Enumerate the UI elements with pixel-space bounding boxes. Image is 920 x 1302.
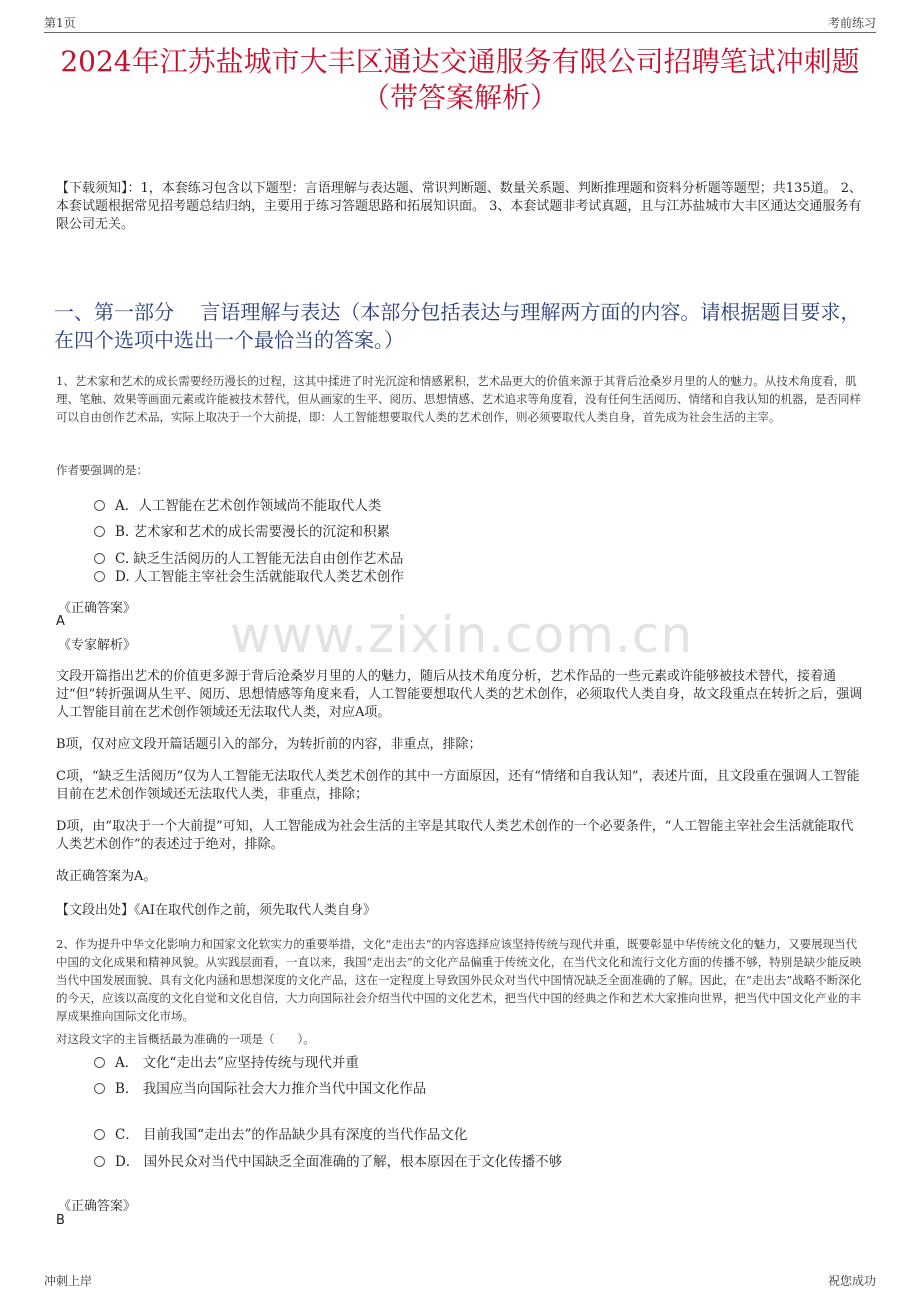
section-heading: 一、第一部分 言语理解与表达（本部分包括表达与理解两方面的内容。请根据题目要求，在四个选项中选出一个最恰当的答案。） bbox=[54, 300, 861, 352]
footer-left: 冲刺上岸 bbox=[44, 1274, 93, 1288]
question-1-prompt: 作者要强调的是： bbox=[56, 463, 148, 477]
question-2-prompt: 对这段文字的主旨概括最为准确的一项是（ ）。 bbox=[56, 1032, 315, 1046]
analysis-paragraph: B项，仅对应文段开篇话题引入的部分，为转折前的内容，非重点，排除； bbox=[56, 737, 482, 752]
question-1-option-a[interactable]: A．人工智能在艺术创作领域尚不能取代人类 bbox=[94, 497, 381, 515]
document-title: 2024年江苏盐城市大丰区通达交通服务有限公司招聘笔试冲刺题（带答案解析） bbox=[60, 45, 860, 114]
question-2-option-a[interactable]: A． 文化“走出去”应坚持传统与现代并重 bbox=[94, 1054, 359, 1072]
analysis-paragraph: D项，由“取决于一个大前提”可知，人工智能成为社会生活的主宰是其取代人类艺术创作的一个必要条件，“人工智能主宰社会生活就能取代人类艺术创作”的表述过于绝对，排除。 bbox=[56, 819, 854, 852]
radio-icon[interactable] bbox=[94, 500, 105, 511]
radio-icon[interactable] bbox=[94, 571, 105, 582]
radio-icon[interactable] bbox=[94, 1129, 105, 1140]
radio-icon[interactable] bbox=[94, 1156, 105, 1167]
question-2-option-c[interactable]: C． 目前我国“走出去”的作品缺少具有深度的当代作品文化 bbox=[94, 1126, 467, 1144]
question-1-answer: A bbox=[56, 614, 65, 629]
header-tag: 考前练习 bbox=[827, 16, 876, 30]
question-2-answer: B bbox=[56, 1213, 65, 1228]
question-2-option-b[interactable]: B． 我国应当向国际社会大力推介当代中国文化作品 bbox=[94, 1080, 426, 1098]
radio-icon[interactable] bbox=[94, 526, 105, 537]
page-header bbox=[44, 12, 876, 33]
analysis-conclusion: 故正确答案为A。 bbox=[56, 869, 157, 884]
radio-icon[interactable] bbox=[94, 1057, 105, 1068]
question-1-option-d[interactable]: D. 人工智能主宰社会生活就能取代人类艺术创作 bbox=[94, 568, 404, 586]
passage-source: 【文段出处】《AI在取代创作之前，须先取代人类自身》 bbox=[56, 903, 377, 918]
question-1-text: 1、艺术家和艺术的成长需要经历漫长的过程，这其中揉进了时光沉淀和情感累积，艺术品更大的价值来源于其背后沧桑岁月里的人的魅力。从技术角度看，肌理、笔触、效果等画面元素或许能被技术替代，但从画家的生平、阅历、思想情感、艺术追求等角度看，没有任何生活阅历、情绪和自我认知的机器，是否同样可以自由创作艺术品，实际上取决于一个大前提，即：人工智能想要取代人类的艺术创作，则必须要取代人类自身，首先成为社会生活的主宰。 bbox=[56, 374, 861, 424]
watermark: www.zixin.com.cn bbox=[230, 606, 694, 664]
question-1-option-c[interactable]: C. 缺乏生活阅历的人工智能无法自由创作艺术品 bbox=[94, 550, 403, 568]
question-2-text: 2、作为提升中华文化影响力和国家文化软实力的重要举措，文化“走出去”的内容选择应该坚持传统与现代并重，既要彰显中华传统文化的魅力，又要展现当代中国的文化成果和精神风貌。从实践层面看，一直以来，我国“走出去”的文化产品偏重于传统文化，在当代文化和流行文化方面的传播不够，特别是缺少能反映当代中国发展面貌、具有文化内涵和思想深度的文化产品，这在一定程度上导致国外民众对当代中国情况缺乏全面准确的了解。因此，在“走出去”战略不断深化的今天，应该以高度的文化自觉和文化自信，大力向国际社会介绍当代中国的文化艺术，把当代中国的经典之作和艺术大家推向世界，把当代中国文化产业的丰厚成果推向国际文化市场。 bbox=[56, 937, 862, 1023]
radio-icon[interactable] bbox=[94, 553, 105, 564]
question-1-answer-label: 《正确答案》 bbox=[58, 601, 137, 616]
question-1-analysis-label: 《专家解析》 bbox=[58, 638, 137, 653]
analysis-paragraph: C项，“缺乏生活阅历”仅为人工智能无法取代人类艺术创作的其中一方面原因，还有“情绪和自我认知”，表述片面，且文段重在强调人工智能目前在艺术创作领域还无法取代人类，非重点，排除； bbox=[56, 769, 860, 802]
question-2-option-d[interactable]: D． 国外民众对当代中国缺乏全面准确的了解，根本原因在于文化传播不够 bbox=[94, 1153, 562, 1171]
question-1-option-b[interactable]: B. 艺术家和艺术的成长需要漫长的沉淀和积累 bbox=[94, 523, 390, 541]
question-2-answer-label: 《正确答案》 bbox=[58, 1199, 137, 1214]
footer-right: 祝您成功 bbox=[827, 1274, 876, 1288]
radio-icon[interactable] bbox=[94, 1083, 105, 1094]
analysis-paragraph: 文段开篇指出艺术的价值更多源于背后沧桑岁月里的人的魅力，随后从技术角度分析，艺术作品的一些元素或许能够被技术替代，接着通过“但”转折强调从生平、阅历、思想情感等角度来看，人工智能要想取代人类的艺术创作，必须取代人类自身，故文段重点在转折之后，强调人工智能目前在艺术创作领域还无法取代人类，对应A项。 bbox=[56, 669, 863, 720]
download-notice: 【下载须知】：1，本套练习包含以下题型：言语理解与表达题、常识判断题、数量关系题、判断推理题和资料分析题等题型；共135道。 2、本套试题根据常见招考题总结归纳，主要用于练习答题思路和拓展知识面。 3、本套试题非考试真题，且与江苏盐城市大丰区通达交通服务有限公司无关。 bbox=[56, 181, 862, 232]
page-number: 第1页 bbox=[44, 16, 76, 30]
